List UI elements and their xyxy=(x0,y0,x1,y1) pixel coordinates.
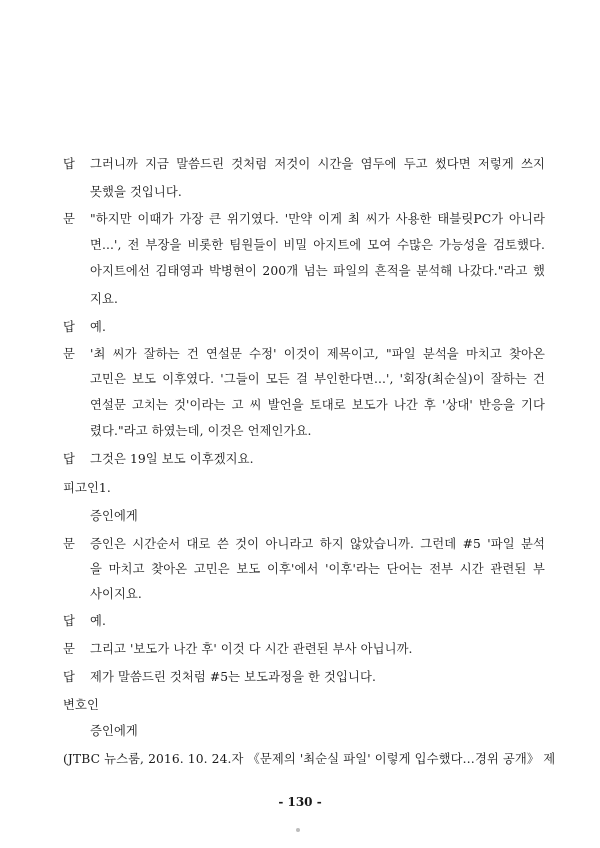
question-text-line: 고민은 보도 이후였다. '그들이 모든 걸 부인한다면...', '회장(최순실)이 잘하는 건 xyxy=(90,372,545,386)
question-text-line: 렸다."라고 하였는데, 이것은 언제인가요. xyxy=(90,424,312,438)
answer-label: 답 xyxy=(63,614,75,628)
answer-text-line: 예. xyxy=(90,614,106,628)
question-text-line: 아지트에선 김태영과 박병현이 200개 넘는 파일의 흔적을 분석해 나갔다."라고 했 xyxy=(90,264,545,278)
answer-text-line: 그러니까 지금 말씀드린 것처럼 저것이 시간을 염두에 두고 썼다면 저렇게 쓰지 xyxy=(90,157,545,171)
question-text-line: "하지만 이때가 가장 큰 위기였다. '만약 이게 최 씨가 사용한 태블릿PC가 아니라 xyxy=(90,212,545,226)
answer-label: 답 xyxy=(63,670,75,684)
section-heading: 피고인1. xyxy=(63,481,111,495)
question-label: 문 xyxy=(63,212,75,226)
answer-text-line: 예. xyxy=(90,320,106,334)
question-text-line: 을 마치고 찾아온 고민은 보도 이후'에서 '이후'라는 단어는 전부 시간 관련된 부 xyxy=(90,562,545,576)
question-text-line: 연설문 고치는 것'이라는 고 씨 발언을 토대로 보도가 나간 후 '상대' 반응을 기다 xyxy=(90,398,545,412)
answer-label: 답 xyxy=(63,320,75,334)
page-number: - 130 - xyxy=(278,795,322,809)
answer-label: 답 xyxy=(63,452,75,466)
question-text-line: 사이지요. xyxy=(90,587,142,601)
answer-text-line: 그것은 19일 보도 이후겠지요. xyxy=(90,452,254,466)
question-text-line: 그리고 '보도가 나간 후' 이것 다 시간 관련된 부사 아닙니까. xyxy=(90,642,413,656)
section-subheading: 증인에게 xyxy=(90,509,138,523)
answer-label: 답 xyxy=(63,157,75,171)
answer-text-line: 못했을 것입니다. xyxy=(90,185,182,199)
section-heading: 변호인 xyxy=(63,698,99,712)
citation-text-line: (JTBC 뉴스룸, 2016. 10. 24.자 《문제의 '최순실 파일' 이렇게 입수했다…경위 공개》 제 xyxy=(63,752,556,766)
question-label: 문 xyxy=(63,537,75,551)
scan-mark xyxy=(296,828,300,832)
question-label: 문 xyxy=(63,642,75,656)
answer-text-line: 제가 말씀드린 것처럼 #5는 보도과정을 한 것입니다. xyxy=(90,670,376,684)
question-label: 문 xyxy=(63,347,75,361)
question-text-line: 증인은 시간순서 대로 쓴 것이 아니라고 하지 않았습니까. 그런데 #5 '파일 분석 xyxy=(90,537,545,551)
section-subheading: 증인에게 xyxy=(90,724,138,738)
question-text-line: 지요. xyxy=(90,292,118,306)
question-text-line: 면...', 전 부장을 비롯한 팀원들이 비밀 아지트에 모여 수많은 가능성을 검토했다. xyxy=(90,238,545,252)
question-text-line: '최 씨가 잘하는 건 연설문 수정' 이것이 제목이고, "파일 분석을 마치고 찾아온 xyxy=(90,347,545,361)
